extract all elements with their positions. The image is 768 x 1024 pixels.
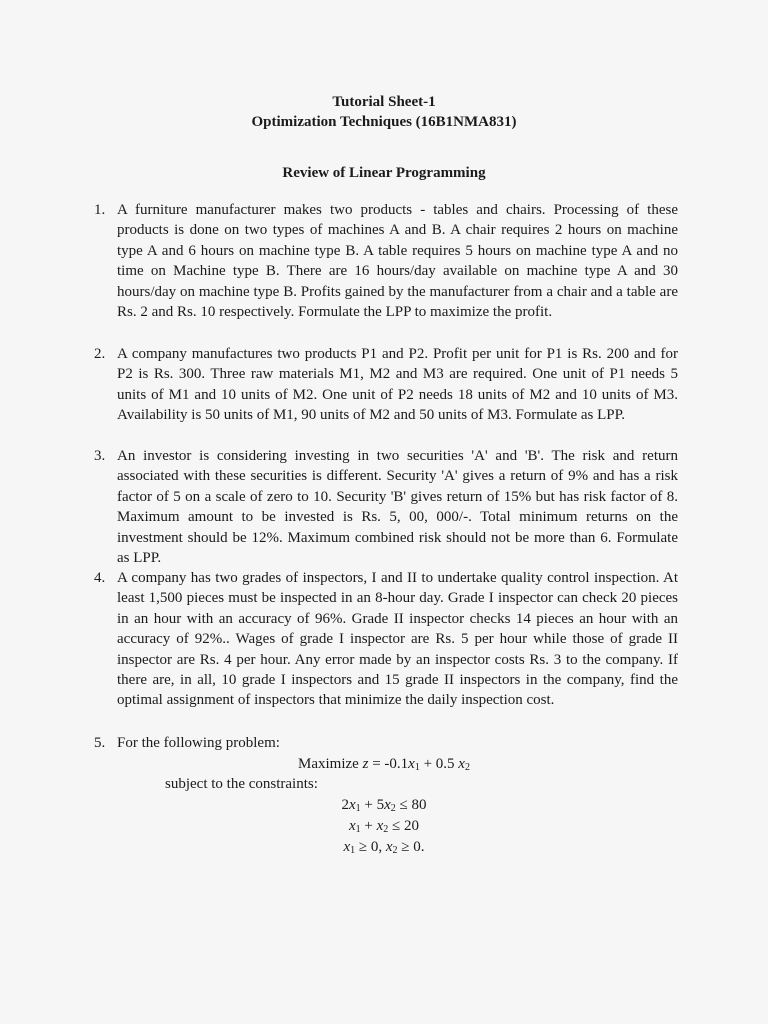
constraint-3: $x_1 \ge 0$, $x_2 \ge 0$.: [343, 839, 425, 856]
question-text: A company manufactures two products P1 and P2. Profit per unit for P1 is Rs. 200 and for P2 is Rs. 300. Three raw materials M1, M2 and M3 are required. One unit of P1 needs 5 units of M1 and 10 units of M2. One unit of P2 needs 18 units of M2 and 10 units of M3. Availability is 50 units of M1, 90 units of M2 and 50 units of M3. Formulate as LPP.: [117, 346, 678, 424]
question-5: [94, 733, 678, 753]
section-heading: Review of Linear Programming: [282, 165, 486, 181]
question-text: A company has two grades of inspectors, I and II to undertake quality control inspection. At least 1,500 pieces must be inspected in an 8-hour day. Grade I inspector can check 20 pieces in an hour with an accuracy of 96%. Grade II inspector checks 14 pieces an hour with an accuracy of 92%.. Wages of grade I inspector are Rs. 5 per hour while those of grade II inspector are Rs. 4 per hour. Any error made by an inspector costs Rs. 3 to the company. If there are, in all, 10 grade I inspectors and 15 grade II inspectors in the company, find the optimal assignment of inspectors that minimize the daily inspection cost.: [117, 570, 678, 709]
constraint-2: $x_1 + x_2 \le 20$: [348, 818, 420, 835]
question-text: An investor is considering investing in two securities 'A' and 'B'. The risk and return associated with these securities is different. Security 'A' gives a return of 9% and has a risk factor of 5 on a scale of zero to 10. Security 'B' gives return of 15% but has risk factor of 8. Maximum amount to be invested is Rs. 5, 00, 000/-. Total minimum returns on the investment should be 12%. Maximum combined risk should not be more than 6. Formulate as LPP.: [117, 448, 678, 567]
constraints-label: subject to the constraints:: [165, 776, 318, 792]
question-number: 2.: [94, 346, 106, 362]
question-text: For the following problem:: [117, 735, 280, 751]
question-number: 3.: [94, 448, 106, 464]
question-1: [94, 200, 678, 322]
constraint-1: $2x_1 + 5x_2 \le 80$: [341, 797, 427, 814]
question-number: 5.: [94, 735, 106, 751]
question-3: [94, 446, 678, 568]
objective-function: Maximize $z = -0.1x_1 + 0.5$ $x_2$: [298, 756, 470, 773]
course-title: Optimization Techniques (16B1NMA831): [251, 114, 517, 130]
sheet-title: Tutorial Sheet-1: [332, 94, 436, 110]
question-4: [94, 568, 678, 711]
question-number: 4.: [94, 570, 106, 586]
question-number: 1.: [94, 202, 106, 218]
question-text: A furniture manufacturer makes two products - tables and chairs. Processing of these products is done on two types of machines A and B. A chair requires 2 hours on machine type A and 6 hours on machine type B. A table requires 5 hours on machine type A and no time on Machine type B. There are 16 hours/day available on machine type A and 30 hours/day on machine type B. Profits gained by the manufacturer from a chair and a table are Rs. 2 and Rs. 10 respectively. Formulate the LPP to maximize the profit.: [117, 202, 678, 321]
question-2: [94, 344, 678, 426]
